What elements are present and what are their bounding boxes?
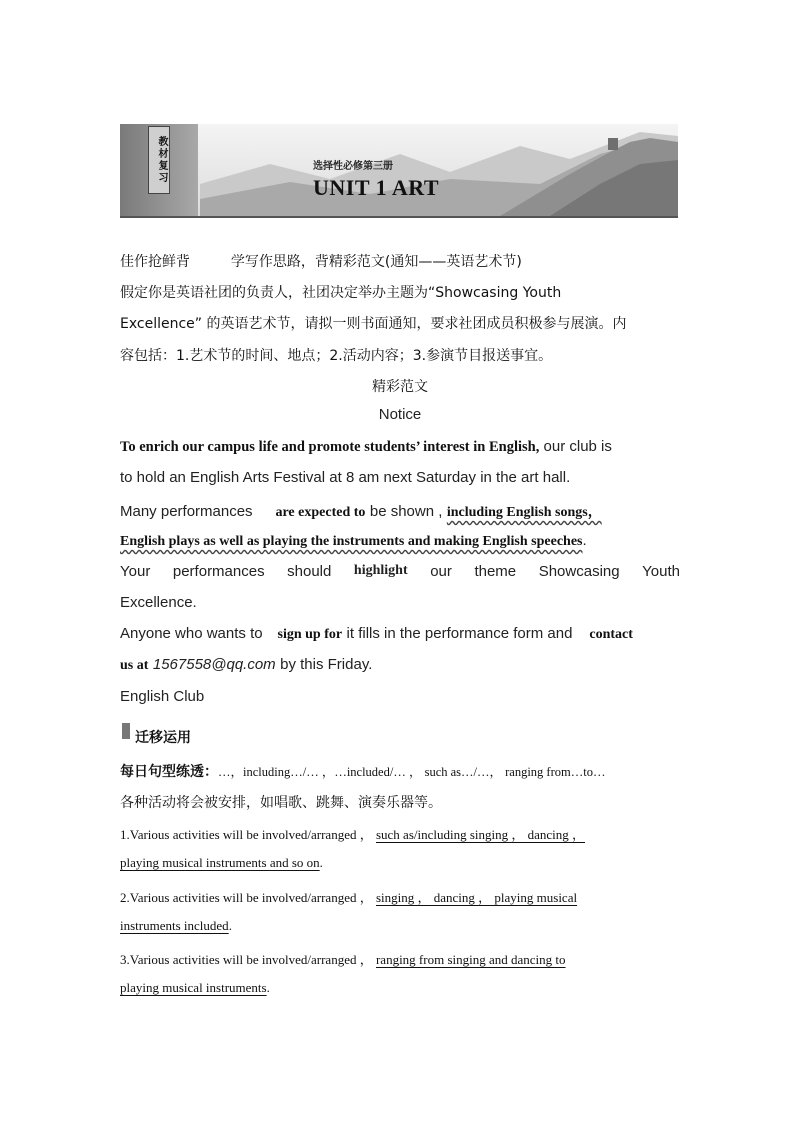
answer-blank: such as/including singing ， dancing ， [375, 827, 586, 842]
practice-sentence-2-line-2 [120, 918, 680, 934]
practice-heading: 迁移运用 [135, 730, 191, 746]
email-address: 1567558@qq.com [152, 656, 276, 673]
essay-line-1 [120, 438, 680, 456]
answer-blank: playing musical instruments [120, 980, 267, 995]
unit-banner [120, 124, 678, 218]
sentence-prefix: 1.Various activities will be involved/arranged ， [120, 827, 373, 842]
essay-line-6: Excellence. [120, 594, 197, 611]
essay-signature: English Club [120, 688, 205, 705]
essay-line-2: to hold an English Arts Festival at 8 am next Saturday in the art hall. [120, 469, 571, 486]
essay-word: should [287, 563, 332, 580]
essay-bold-phrase: contact [589, 627, 633, 642]
pattern-label: 每日句型练透： [120, 764, 218, 780]
essay-bold-phrase: are expected to [275, 505, 366, 520]
unit-title: UNIT 1 ART [313, 175, 440, 200]
section-subtitle: 学写作思路，背精彩范文(通知——英语艺术节) [230, 254, 522, 270]
essay-bold-phrase: highlight [353, 563, 408, 578]
mountain-landscape-image [120, 124, 678, 216]
essay-word: Showcasing [538, 563, 620, 580]
essay-text: be shown , [369, 503, 443, 520]
side-label: 教材复习 [148, 126, 170, 194]
answer-blank: playing musical instruments and so on [120, 855, 320, 870]
essay-text: Anyone who wants to [120, 625, 263, 642]
essay-underlined-phrase: including English songs， [446, 505, 602, 520]
prompt-line-3: 容包括：1.艺术节的时间、地点；2.活动内容；3.参演节目报送事宜。 [120, 348, 553, 364]
practice-sentence-1-line-1 [120, 824, 700, 843]
sentence-end: . [228, 918, 232, 933]
essay-word: performances [172, 563, 265, 580]
prompt-line-1: 假定你是英语社团的负责人，社团决定举办主题为“Showcasing Youth [120, 285, 562, 301]
section-header [120, 251, 680, 271]
pattern-line [120, 761, 680, 781]
sentence-prefix: 2.Various activities will be involved/arranged ， [120, 890, 373, 905]
practice-sentence-1-line-2 [120, 855, 680, 871]
essay-line-7 [120, 625, 680, 643]
side-tab [120, 124, 198, 216]
essay-text: . [582, 532, 587, 549]
practice-sentence-3-line-1 [120, 949, 680, 968]
essay-line-3 [120, 501, 680, 521]
practice-task: 各种活动将会被安排，如唱歌、跳舞、演奏乐器等。 [120, 795, 442, 811]
practice-sentence-2-line-1 [120, 887, 680, 906]
essay-word: our [430, 563, 452, 580]
practice-sentence-3-line-2 [120, 980, 680, 996]
section-tag: 佳作抢鲜背 [120, 254, 190, 270]
essay-text: it fills in the performance form and [346, 625, 573, 642]
essay-word: Your [120, 563, 151, 580]
essay-line-4 [120, 532, 680, 550]
prompt-line-2: Excellence” 的英语艺术节，请拟一则书面通知，要求社团成员积极参与展演。内 [120, 316, 627, 332]
essay-word: theme [474, 563, 517, 580]
essay-text: Many performances [120, 503, 253, 520]
sentence-end: . [319, 855, 323, 870]
essay-word: Youth [642, 563, 680, 580]
essay-line-8 [120, 656, 680, 674]
answer-blank: instruments included [120, 918, 229, 933]
section-marker-bar [122, 723, 130, 739]
pattern-text: …，including…/… ，…included/… ， such as…/…， ranging from…to… [218, 765, 606, 779]
essay-title: Notice [378, 406, 422, 423]
answer-blank: ranging from singing and dancing to [375, 952, 566, 967]
sentence-end: . [266, 980, 270, 995]
essay-bold-phrase: To enrich our campus life and promote students’ interest in English, [120, 439, 540, 455]
essay-line-5 [120, 563, 680, 580]
essay-bold-phrase: us at [120, 658, 149, 673]
essay-underlined-phrase: English plays as well as playing the instruments and making English speeches [120, 534, 583, 549]
essay-text: by this Friday. [280, 656, 373, 673]
answer-blank: singing ， dancing ， playing musical [375, 890, 578, 905]
book-label: 选择性必修第三册 [313, 161, 393, 172]
essay-bold-phrase: sign up for [277, 627, 343, 642]
essay-heading: 精彩范文 [372, 379, 428, 395]
essay-text: our club is [539, 438, 612, 455]
sentence-prefix: 3.Various activities will be involved/arranged ， [120, 952, 373, 967]
